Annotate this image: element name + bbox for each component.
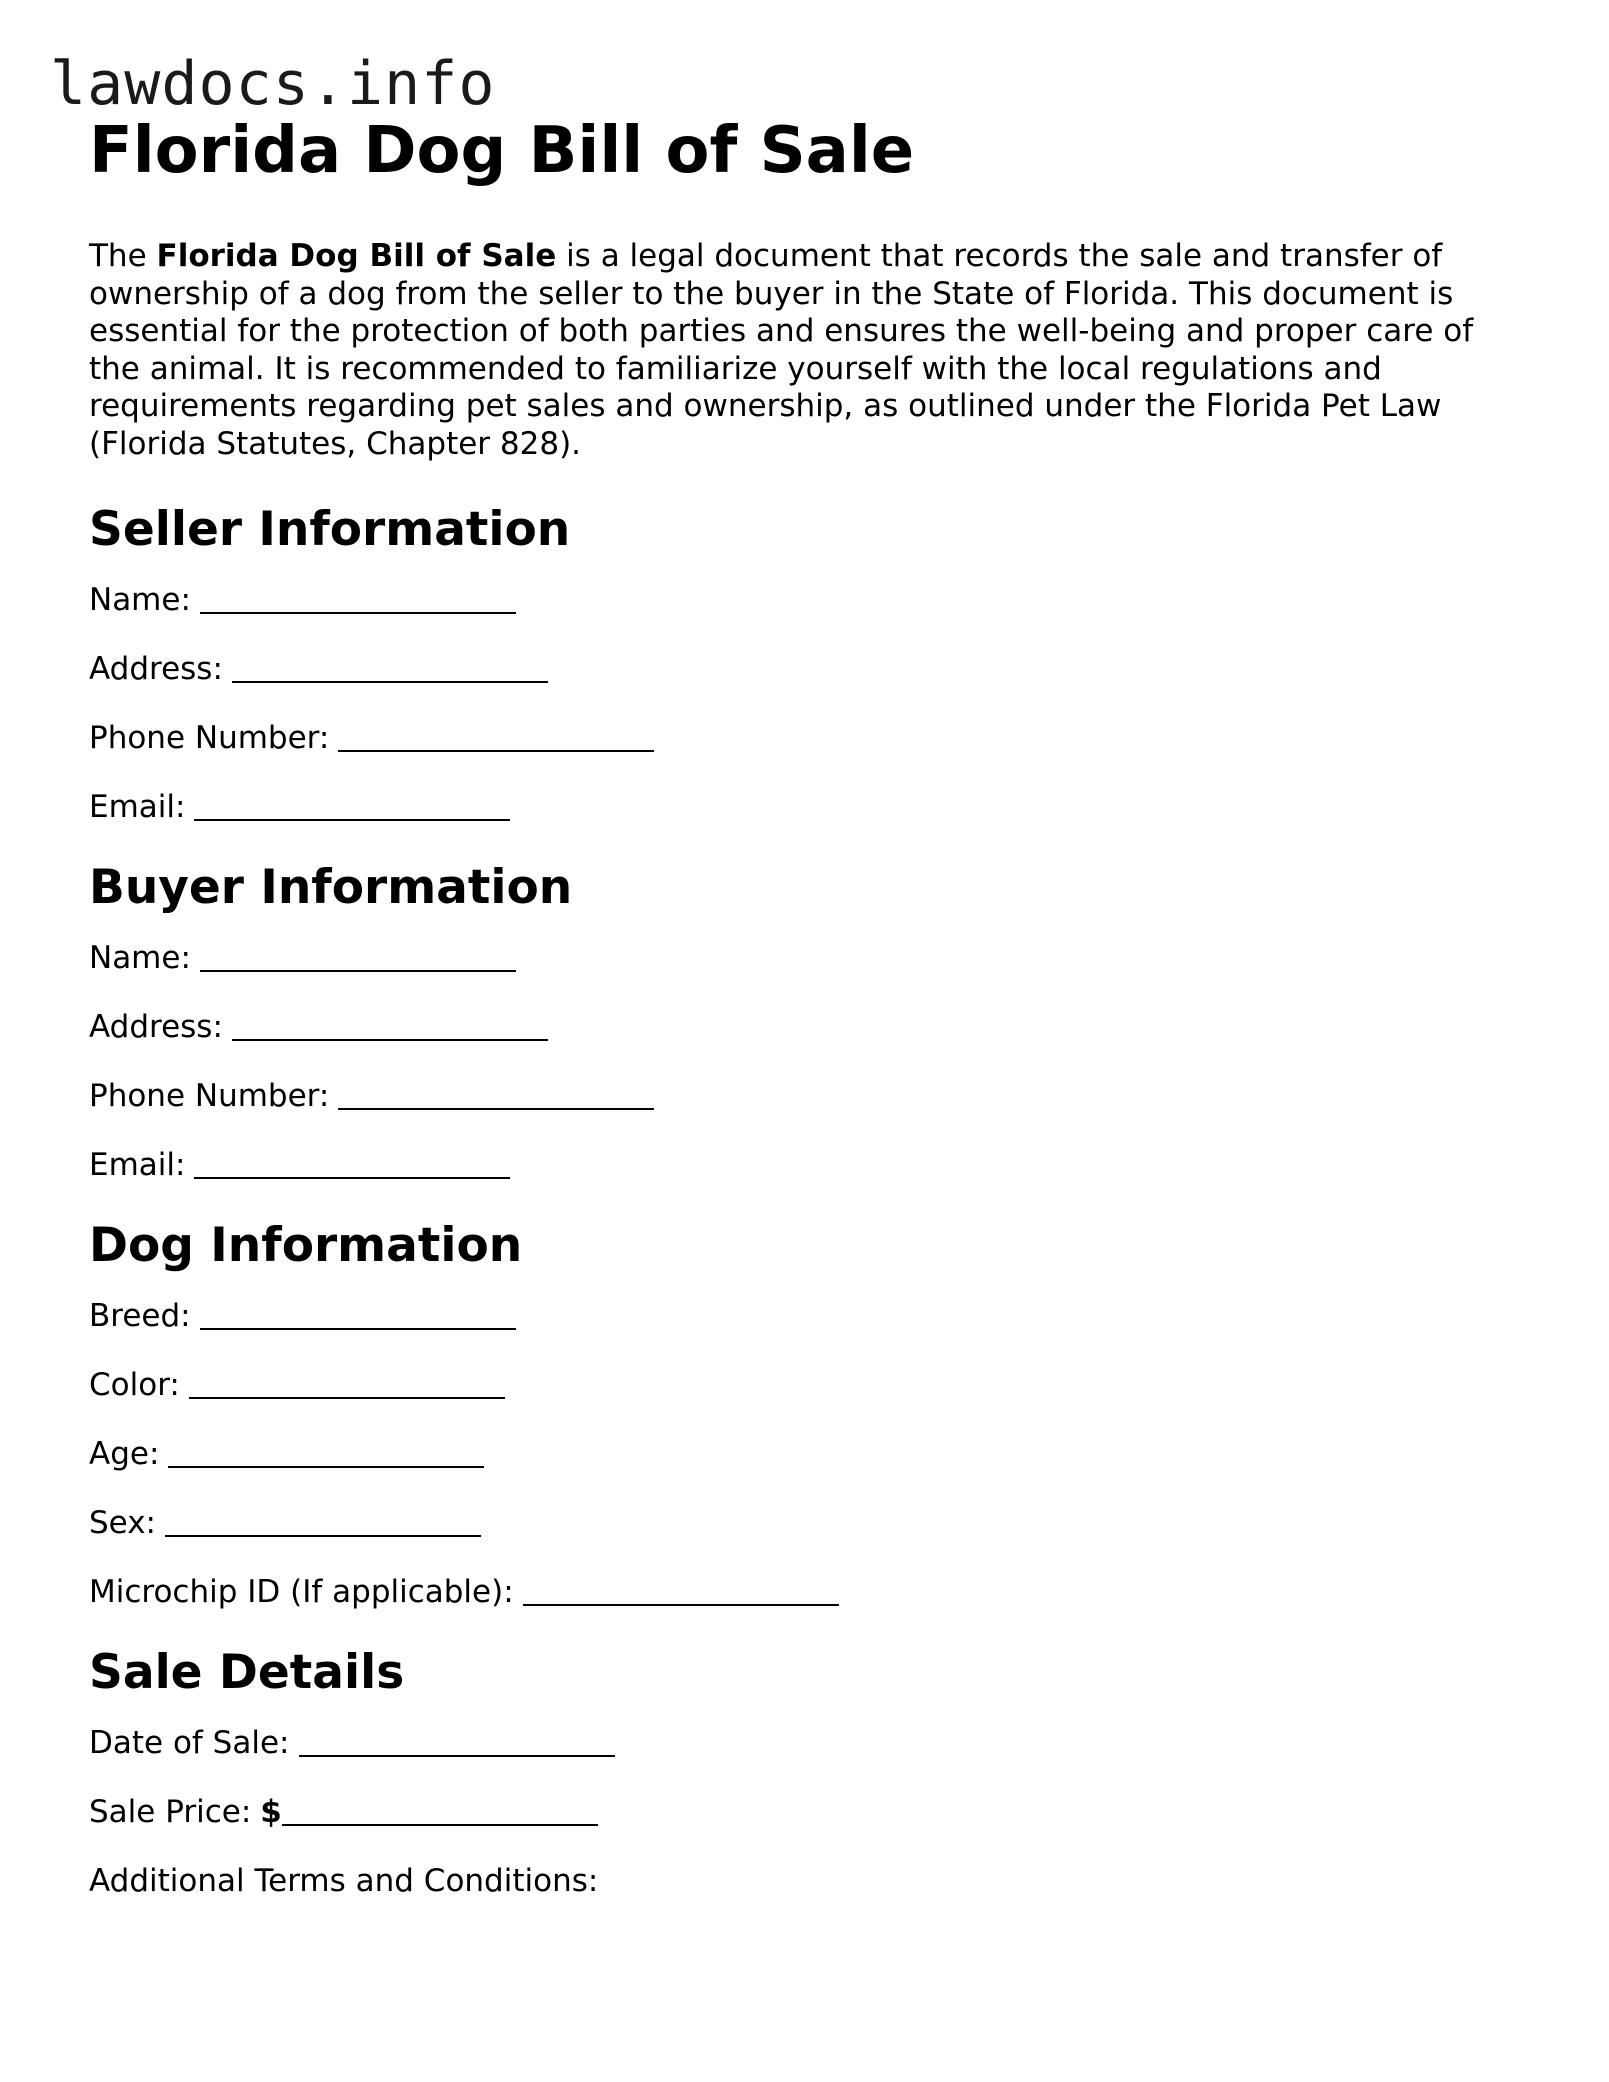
field-label: Microchip ID (If applicable):	[89, 1574, 514, 1610]
buyer-heading: Buyer Information	[89, 860, 573, 915]
seller-address-field	[89, 651, 1509, 688]
seller-section	[89, 500, 1509, 826]
dog-sex-field	[89, 1505, 1509, 1542]
seller-name-field	[89, 582, 1509, 619]
blank-line[interactable]	[194, 819, 510, 821]
field-label: Additional Terms and Conditions:	[89, 1863, 599, 1899]
field-label: Email:	[89, 1147, 186, 1183]
intro-paragraph	[89, 238, 1509, 463]
blank-line[interactable]	[282, 1824, 598, 1826]
field-label: Address:	[89, 651, 223, 687]
document-title: Florida Dog Bill of Sale	[89, 114, 915, 188]
seller-phone-field	[89, 720, 1509, 757]
dog-color-field	[89, 1367, 1509, 1404]
blank-line[interactable]	[200, 970, 516, 972]
sale-section	[89, 1643, 1509, 1900]
dog-age-field	[89, 1436, 1509, 1473]
sale-price-field	[89, 1794, 1509, 1831]
blank-line[interactable]	[189, 1397, 505, 1399]
sale-heading: Sale Details	[89, 1645, 405, 1700]
field-label: Sale Price:	[89, 1794, 252, 1830]
sale-terms-field	[89, 1863, 1509, 1900]
dog-heading: Dog Information	[89, 1218, 523, 1273]
field-label: Age:	[89, 1436, 160, 1472]
blank-line[interactable]	[338, 1108, 654, 1110]
blank-line[interactable]	[523, 1604, 839, 1606]
blank-line[interactable]	[338, 750, 654, 752]
document-page	[89, 110, 1509, 1900]
currency-symbol: $	[260, 1794, 282, 1830]
blank-line[interactable]	[194, 1177, 510, 1179]
buyer-name-field	[89, 940, 1509, 977]
dog-breed-field	[89, 1298, 1509, 1335]
buyer-phone-field	[89, 1078, 1509, 1115]
dog-section	[89, 1216, 1509, 1611]
seller-email-field	[89, 789, 1509, 826]
blank-line[interactable]	[200, 1328, 516, 1330]
sale-date-field	[89, 1725, 1509, 1762]
buyer-section	[89, 858, 1509, 1184]
watermark: lawdocs.info	[50, 49, 496, 119]
blank-line[interactable]	[200, 612, 516, 614]
seller-heading: Seller Information	[89, 502, 571, 557]
field-label: Name:	[89, 940, 191, 976]
field-label: Name:	[89, 582, 191, 618]
blank-line[interactable]	[232, 681, 548, 683]
field-label: Email:	[89, 789, 186, 825]
blank-line[interactable]	[168, 1466, 484, 1468]
blank-line[interactable]	[165, 1535, 481, 1537]
dog-microchip-field	[89, 1574, 1509, 1611]
field-label: Phone Number:	[89, 720, 330, 756]
field-label: Address:	[89, 1009, 223, 1045]
intro-rest: is a legal document that records the sale and transfer of ownership of a dog from the seller to the buyer in the State of Florida. This document is essential for the protection of both parties and ensures the well-being and proper care of the animal. It is recommended to familiarize yourself with the local regulations and requirements regarding pet sales and ownership, as outlined under the Florida Pet Law (Florida Statutes, Chapter 828).	[89, 238, 1474, 462]
field-label: Phone Number:	[89, 1078, 330, 1114]
blank-line[interactable]	[299, 1755, 615, 1757]
buyer-email-field	[89, 1147, 1509, 1184]
intro-prefix: The	[89, 238, 157, 274]
field-label: Date of Sale:	[89, 1725, 290, 1761]
buyer-address-field	[89, 1009, 1509, 1046]
intro-bold: Florida Dog Bill of Sale	[156, 238, 557, 274]
blank-line[interactable]	[232, 1039, 548, 1041]
field-label: Sex:	[89, 1505, 156, 1541]
field-label: Breed:	[89, 1298, 191, 1334]
field-label: Color:	[89, 1367, 180, 1403]
